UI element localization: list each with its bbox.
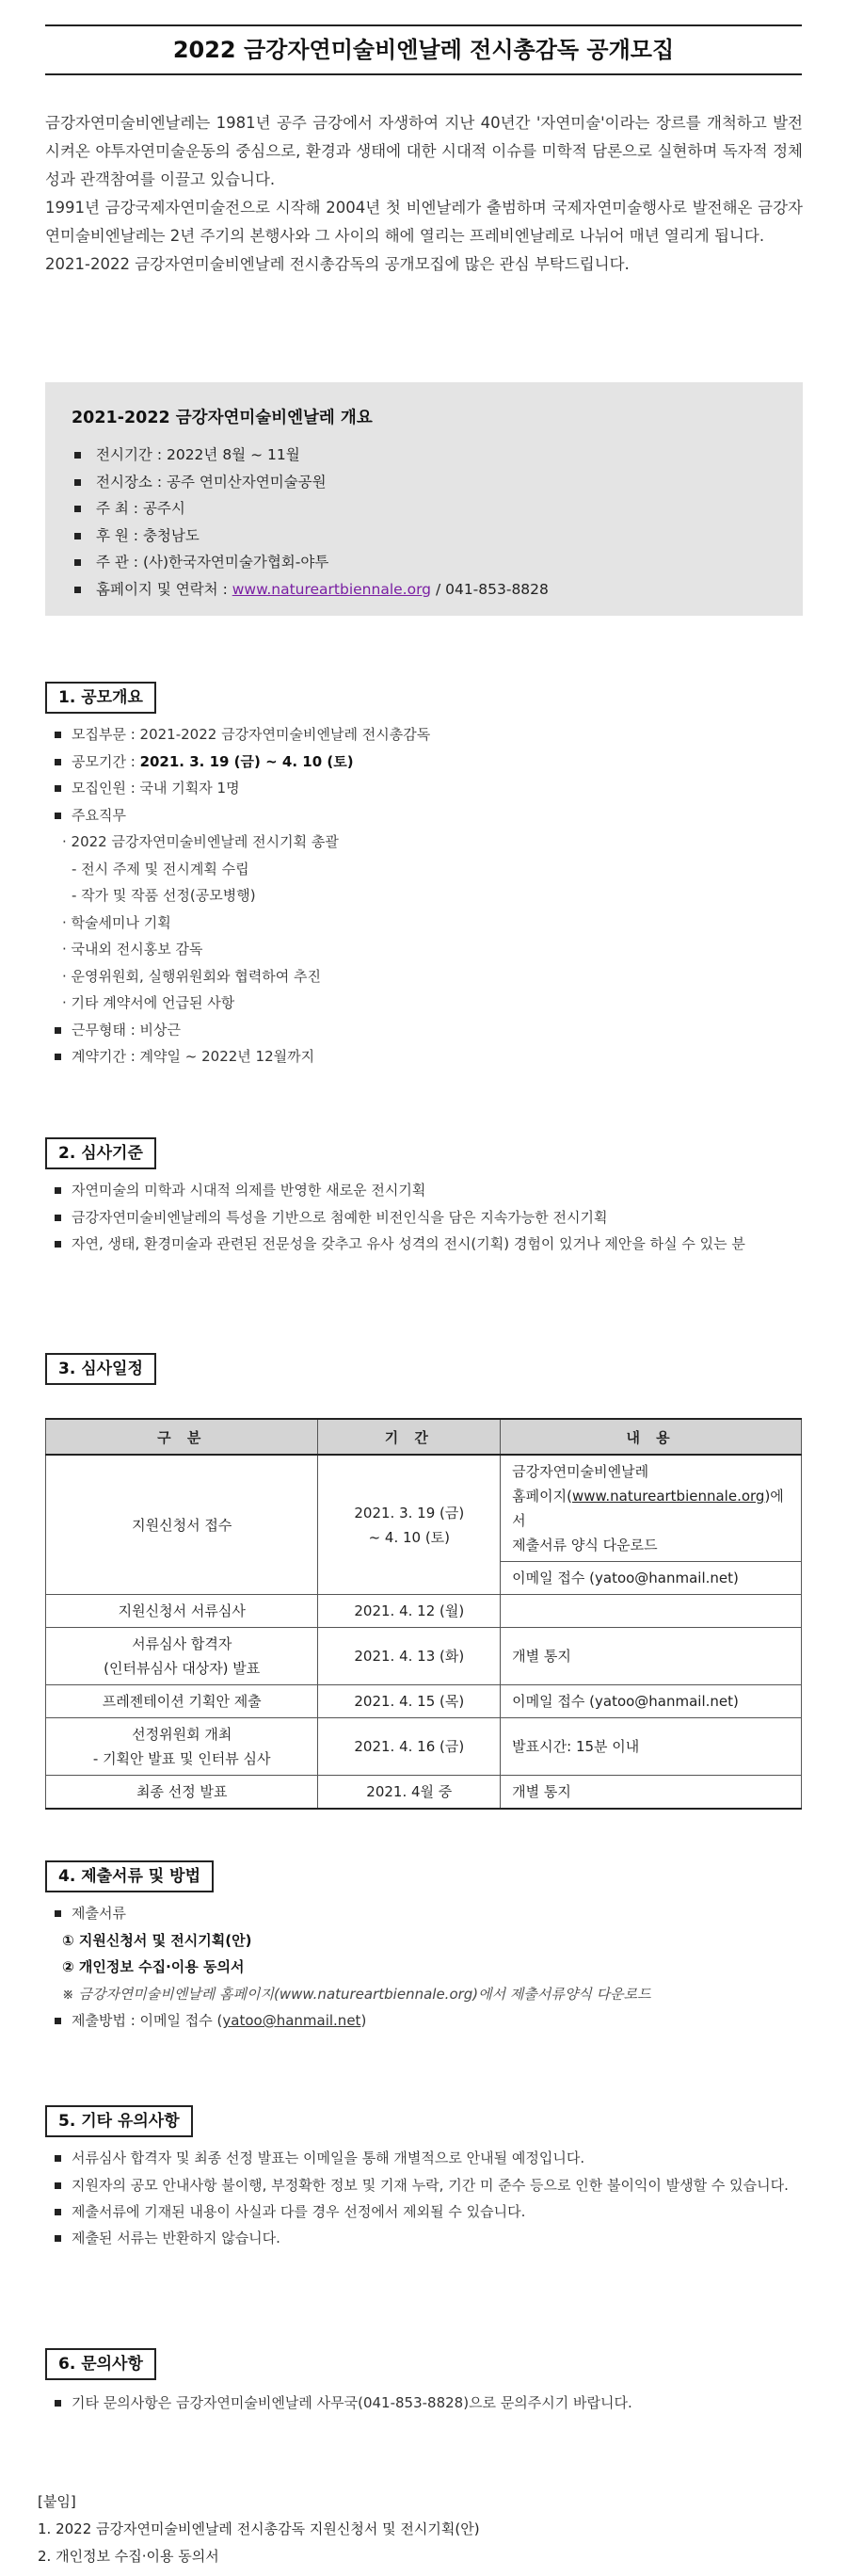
list-item: 모집부문 : 2021-2022 금강자연미술비엔날레 전시총감독 — [49, 721, 802, 749]
duty-item: · 기타 계약서에 언급된 사항 — [62, 994, 235, 1011]
table-cell: 개별 통지 — [501, 1776, 802, 1810]
bullet-square-icon — [55, 785, 61, 792]
duty-item: · 학술세미나 기획 — [62, 913, 171, 931]
overview-item: 주 최 : 공주시 — [72, 495, 776, 523]
schedule-table — [45, 1418, 802, 1810]
section-heading-3: 3. 심사일정 — [45, 1353, 156, 1385]
overview-box — [45, 382, 803, 616]
table-cell: 지원신청서 접수 — [46, 1455, 318, 1595]
table-row — [46, 1595, 802, 1628]
title-box — [45, 24, 802, 75]
table-cell: 2021. 4. 12 (월) — [318, 1595, 501, 1628]
section-heading-4: 4. 제출서류 및 방법 — [45, 1860, 214, 1892]
overview-item: 전시장소 : 공주 연미산자연미술공원 — [72, 469, 776, 496]
list-item: 지원자의 공모 안내사항 불이행, 부정확한 정보 및 기재 누락, 기간 미 준수 등으로 인한 불이익이 발생할 수 있습니다. — [49, 2172, 802, 2198]
section-2-body — [49, 1177, 802, 1257]
attachments-label: [붙임] — [38, 2493, 76, 2510]
table-header-row — [46, 1419, 802, 1455]
table-cell: 지원신청서 서류심사 — [46, 1595, 318, 1628]
list-item: 제출방법 : 이메일 접수 (yatoo@hanmail.net) — [49, 2007, 802, 2035]
section-heading-1: 1. 공모개요 — [45, 682, 156, 714]
section-5-body — [49, 2145, 802, 2252]
table-row — [46, 1685, 802, 1718]
section-4-body — [49, 1900, 802, 2035]
bullet-square-icon — [55, 2235, 61, 2242]
table-cell: 2021. 4. 16 (금) — [318, 1718, 501, 1776]
table-cell: 2021. 4. 13 (화) — [318, 1628, 501, 1685]
list-item: 자연미술의 미학과 시대적 의제를 반영한 새로운 전시기획 — [49, 1177, 802, 1204]
doc-item: ② 개인정보 수집·이용 동의서 — [62, 1958, 245, 1975]
homepage-link[interactable]: www.natureartbiennale.org — [571, 1488, 765, 1505]
duty-subitem: - 전시 주제 및 전시계획 수립 — [72, 860, 249, 877]
duty-item: · 국내외 전시홍보 감독 — [62, 941, 203, 958]
bullet-square-icon — [55, 1187, 61, 1194]
bullet-square-icon — [74, 559, 81, 566]
bullet-square-icon — [74, 533, 81, 539]
intro-paragraph: 2021-2022 금강자연미술비엔날레 전시총감독의 공개모집에 많은 관심 부탁드립니다. — [45, 255, 630, 273]
section-1-body — [49, 721, 802, 1071]
list-item: 제출서류 — [49, 1900, 802, 1927]
bullet-square-icon — [55, 2018, 61, 2024]
list-item: 제출서류에 기재된 내용이 사실과 다를 경우 선정에서 제외될 수 있습니다. — [49, 2198, 802, 2226]
bullet-square-icon — [74, 452, 81, 459]
bullet-square-icon — [55, 2155, 61, 2162]
header-period: 기 간 — [318, 1419, 501, 1455]
list-item: 자연, 생태, 환경미술과 관련된 전문성을 갖추고 유사 성격의 전시(기획) 경험이 있거나 제안을 하실 수 있는 분 — [49, 1231, 802, 1257]
list-item: 기타 문의사항은 금강자연미술비엔날레 사무국(041-853-8828)으로 문의주시기 바랍니다. — [49, 2390, 802, 2417]
download-note: ※ 금강자연미술비엔날레 홈페이지(www.natureartbiennale.org)에서 제출서류양식 다운로드 — [62, 1985, 651, 2003]
bullet-square-icon — [55, 1054, 61, 1060]
bullet-square-icon — [74, 506, 81, 512]
list-item: 서류심사 합격자 및 최종 선정 발표는 이메일을 통해 개별적으로 안내될 예정입니다. — [49, 2145, 802, 2172]
table-cell: 이메일 접수 (yatoo@hanmail.net) — [501, 1685, 802, 1718]
intro-paragraph: 금강자연미술비엔날레는 1981년 공주 금강에서 자생하여 지난 40년간 '자연미술'이라는 장르를 개척하고 발전시켜온 야투자연미술운동의 중심으로, 환경과 생태에 대한 시대적 이슈를 미학적 담론으로 실현하며 독자적 정체성과 관객참여를 이끌고 있습니다. — [45, 114, 803, 188]
bullet-square-icon — [55, 2182, 61, 2189]
bullet-square-icon — [55, 1215, 61, 1221]
intro-text — [45, 109, 803, 279]
email-link[interactable]: yatoo@hanmail.net — [222, 2012, 361, 2029]
table-cell: 발표시간: 15분 이내 — [501, 1718, 802, 1776]
overview-item: 후 원 : 충청남도 — [72, 523, 776, 550]
period-value: 2021. 3. 19 (금) ~ 4. 10 (토) — [139, 752, 354, 770]
table-row — [46, 1718, 802, 1776]
list-item: 모집인원 : 국내 기획자 1명 — [49, 775, 802, 802]
page-title: 2022 금강자연미술비엔날레 전시총감독 공개모집 — [172, 37, 675, 63]
attachment-item: 1. 2022 금강자연미술비엔날레 전시총감독 지원신청서 및 전시기획(안) — [38, 2520, 480, 2537]
table-cell: 프레젠테이션 기획안 제출 — [46, 1685, 318, 1718]
bullet-square-icon — [74, 479, 81, 486]
duty-subitem: - 작가 및 작품 선정(공모병행) — [72, 887, 256, 904]
table-cell: 이메일 접수 (yatoo@hanmail.net) — [501, 1562, 802, 1595]
attachments — [38, 2488, 480, 2570]
header-category: 구 분 — [46, 1419, 318, 1455]
bullet-square-icon — [74, 587, 81, 593]
bullet-square-icon — [55, 2209, 61, 2215]
section-heading-6: 6. 문의사항 — [45, 2348, 156, 2380]
bullet-square-icon — [55, 2400, 61, 2407]
intro-paragraph: 1991년 금강국제자연미술전으로 시작해 2004년 첫 비엔날레가 출범하며 국제자연미술행사로 발전해온 금강자연미술비엔날레는 2년 주기의 본행사와 그 사이의 해에 열리는 프레비엔날레로 나뉘어 매년 열리게 됩니다. — [45, 199, 803, 245]
list-item: 공모기간 : 2021. 3. 19 (금) ~ 4. 10 (토) — [49, 749, 802, 776]
table-cell: 2021. 4. 15 (목) — [318, 1685, 501, 1718]
section-6-body — [49, 2390, 802, 2417]
list-item: 주요직무 — [49, 802, 802, 829]
homepage-link[interactable]: www.natureartbiennale.org — [232, 580, 432, 598]
attachment-item: 2. 개인정보 수집·이용 동의서 — [38, 2548, 219, 2565]
list-item: 금강자연미술비엔날레의 특성을 기반으로 첨예한 비전인식을 담은 지속가능한 전시기획 — [49, 1204, 802, 1232]
bullet-square-icon — [55, 1241, 61, 1248]
bullet-square-icon — [55, 813, 61, 819]
table-cell — [501, 1595, 802, 1628]
bullet-square-icon — [55, 732, 61, 738]
table-cell: 2021. 4월 중 — [318, 1776, 501, 1810]
bullet-square-icon — [55, 759, 61, 765]
list-item: 제출된 서류는 반환하지 않습니다. — [49, 2225, 802, 2252]
list-item: 근무형태 : 비상근 — [49, 1017, 802, 1044]
table-cell: 선정위원회 개최 - 기획안 발표 및 인터뷰 심사 — [46, 1718, 318, 1776]
header-content: 내 용 — [501, 1419, 802, 1455]
table-row — [46, 1628, 802, 1685]
table-row — [46, 1776, 802, 1810]
overview-item: 주 관 : (사)한국자연미술가협회-야투 — [72, 549, 776, 576]
table-cell: 금강자연미술비엔날레 홈페이지(www.natureartbiennale.org)에서 제출서류 양식 다운로드 — [501, 1455, 802, 1562]
doc-item: ① 지원신청서 및 전시기획(안) — [62, 1931, 252, 1949]
bullet-square-icon — [55, 1910, 61, 1917]
table-cell: 개별 통지 — [501, 1628, 802, 1685]
table-cell: 서류심사 합격자 (인터뷰심사 대상자) 발표 — [46, 1628, 318, 1685]
table-row — [46, 1455, 802, 1562]
section-heading-5: 5. 기타 유의사항 — [45, 2105, 193, 2137]
table-cell: 2021. 3. 19 (금) ~ 4. 10 (토) — [318, 1455, 501, 1595]
duty-item: · 2022 금강자연미술비엔날레 전시기획 총괄 — [62, 833, 339, 850]
overview-title: 2021-2022 금강자연미술비엔날레 개요 — [72, 409, 373, 427]
overview-contact: 홈페이지 및 연락처 : www.natureartbiennale.org / 041-853-8828 — [72, 576, 776, 604]
table-cell: 최종 선정 발표 — [46, 1776, 318, 1810]
section-heading-2: 2. 심사기준 — [45, 1137, 156, 1169]
list-item: 계약기간 : 계약일 ~ 2022년 12월까지 — [49, 1043, 802, 1071]
bullet-square-icon — [55, 1027, 61, 1034]
overview-item: 전시기간 : 2022년 8월 ~ 11월 — [72, 442, 776, 469]
duty-item: · 운영위원회, 실행위원회와 협력하여 추진 — [62, 967, 321, 985]
